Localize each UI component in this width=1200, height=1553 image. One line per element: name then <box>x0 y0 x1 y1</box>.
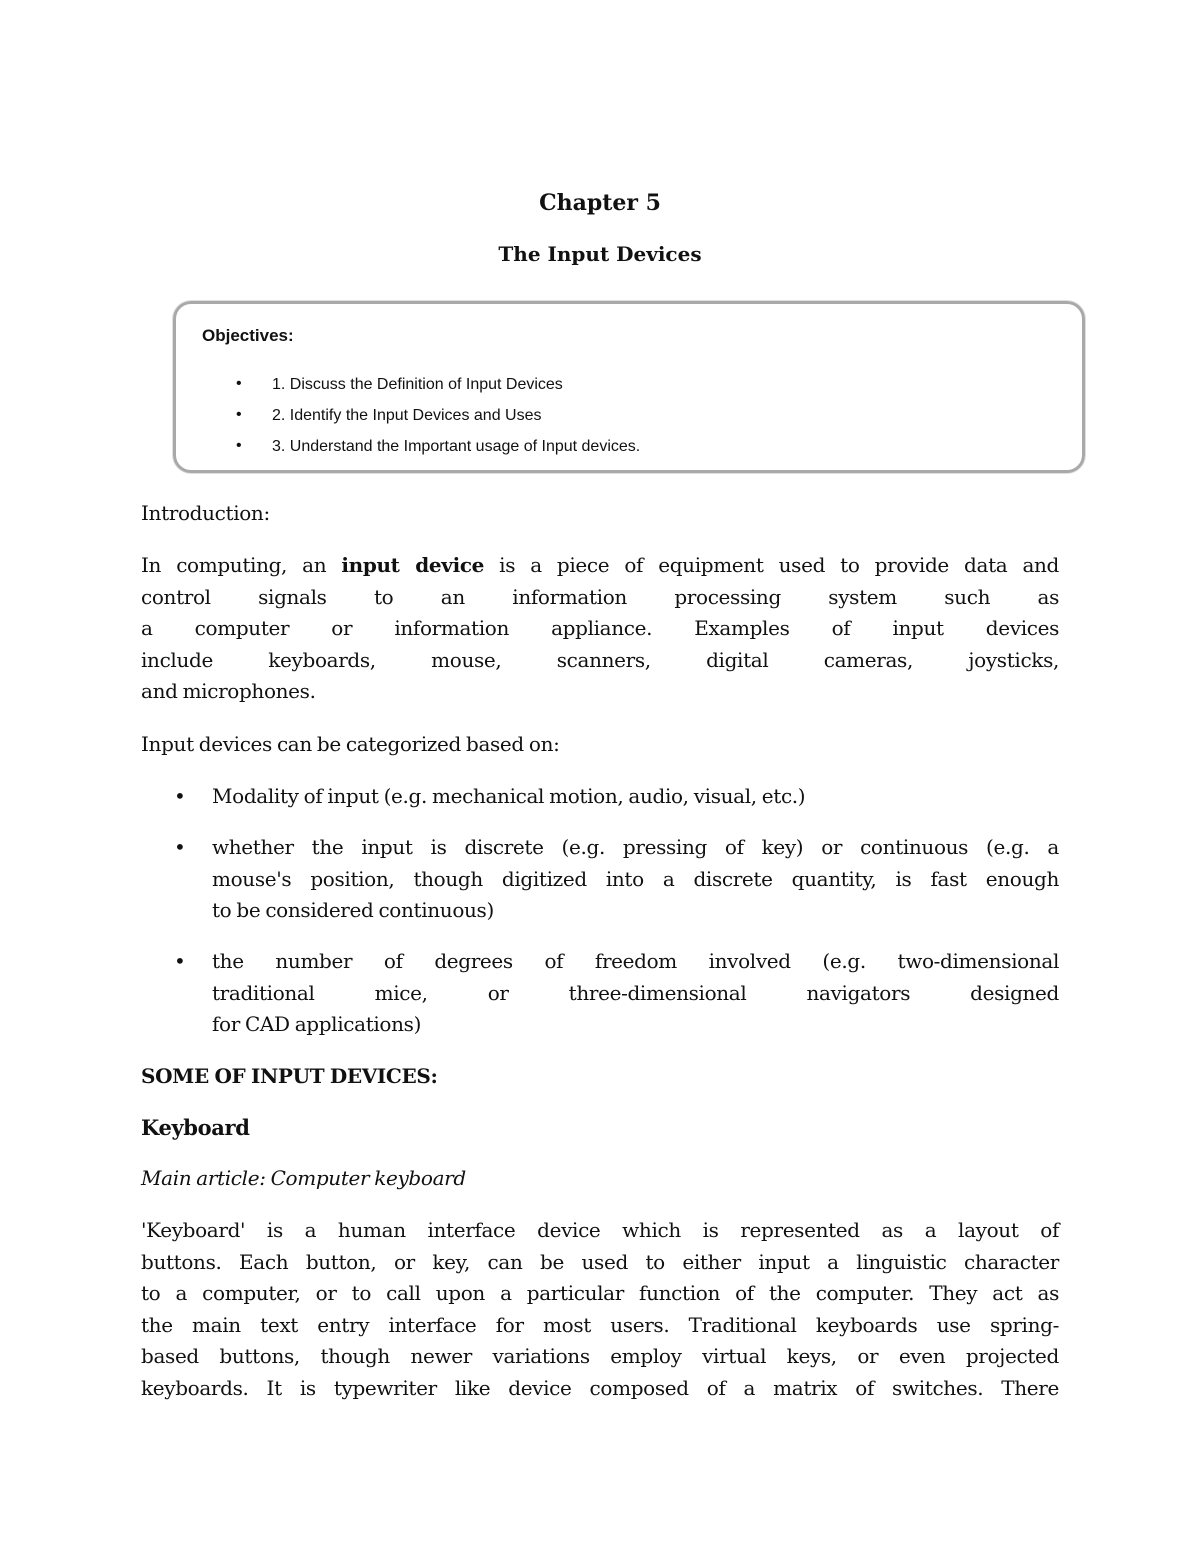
bullet-icon: • <box>174 784 186 808</box>
text-run: In computing, an <box>141 553 342 577</box>
objectives-heading: Objectives: <box>202 326 294 345</box>
bullet-icon: • <box>236 437 242 454</box>
list-item-line: the number of degrees of freedom involved (e.g. two-dimensional <box>212 949 1059 973</box>
list-item-line: Modality of input (e.g. mechanical motion, audio, visual, etc.) <box>212 784 806 808</box>
categories-list <box>141 832 1059 927</box>
chapter-subtitle: The Input Devices <box>498 242 702 266</box>
paragraph-line: control signals to an information processing system such as <box>141 584 1059 609</box>
paragraph-line: to a computer, or to call upon a particular function of the computer. They act as <box>141 1281 1059 1305</box>
categories-list <box>141 781 1059 813</box>
categories-intro: Input devices can be categorized based on: <box>141 732 560 756</box>
list-item-line: whether the input is discrete (e.g. pressing of key) or continuous (e.g. a <box>212 835 1059 859</box>
text-run: is a piece of equipment used to provide data and <box>484 553 1060 577</box>
section-heading: SOME OF INPUT DEVICES: <box>141 1064 438 1088</box>
list-item-line: mouse's position, though digitized into a discrete quantity, is fast enough <box>212 866 1059 891</box>
objective-text: 2. Identify the Input Devices and Uses <box>272 407 542 424</box>
paragraph-line: based buttons, though newer variations employ virtual keys, or even projected <box>141 1344 1059 1368</box>
bullet-icon: • <box>236 406 242 423</box>
paragraph-line: 'Keyboard' is a human interface device which is represented as a layout of <box>141 1218 1059 1242</box>
keyboard-heading: Keyboard <box>141 1115 250 1140</box>
paragraph-line: keyboards. It is typewriter like device composed of a matrix of switches. There <box>141 1375 1059 1400</box>
main-article-note: Main article: Computer keyboard <box>141 1166 466 1190</box>
paragraph-line <box>141 550 1059 582</box>
bullet-icon: • <box>236 375 242 392</box>
bullet-icon: • <box>174 949 186 973</box>
chapter-title: Chapter 5 <box>539 190 661 216</box>
list-item-line: for CAD applications) <box>212 1012 422 1036</box>
paragraph-line: buttons. Each button, or key, can be used to either input a linguistic character <box>141 1249 1059 1274</box>
introduction-paragraph <box>141 550 1059 708</box>
paragraph-line: a computer or information appliance. Examples of input devices <box>141 616 1059 640</box>
objective-item <box>236 407 640 438</box>
objective-text: 1. Discuss the Definition of Input Devices <box>272 376 563 393</box>
list-item <box>141 832 1059 927</box>
categories-list <box>141 946 1059 1041</box>
list-item-line: to be considered continuous) <box>212 898 494 922</box>
objective-text: 3. Understand the Important usage of Input devices. <box>272 438 641 455</box>
objective-item <box>236 438 640 469</box>
list-item-line: traditional mice, or three-dimensional navigators designed <box>212 980 1059 1005</box>
paragraph-line: include keyboards, mouse, scanners, digital cameras, joysticks, <box>141 647 1059 672</box>
input-device-term: input device <box>341 553 485 577</box>
keyboard-paragraph <box>141 1215 1059 1404</box>
objectives-box <box>173 301 1085 473</box>
objective-item <box>236 376 640 407</box>
list-item <box>141 781 1059 813</box>
bullet-icon: • <box>174 835 186 859</box>
paragraph-line: the main text entry interface for most users. Traditional keyboards use spring- <box>141 1312 1059 1337</box>
introduction-heading: Introduction: <box>141 501 270 525</box>
paragraph-line: and microphones. <box>141 679 316 703</box>
list-item <box>141 946 1059 1041</box>
objectives-list <box>236 376 640 469</box>
